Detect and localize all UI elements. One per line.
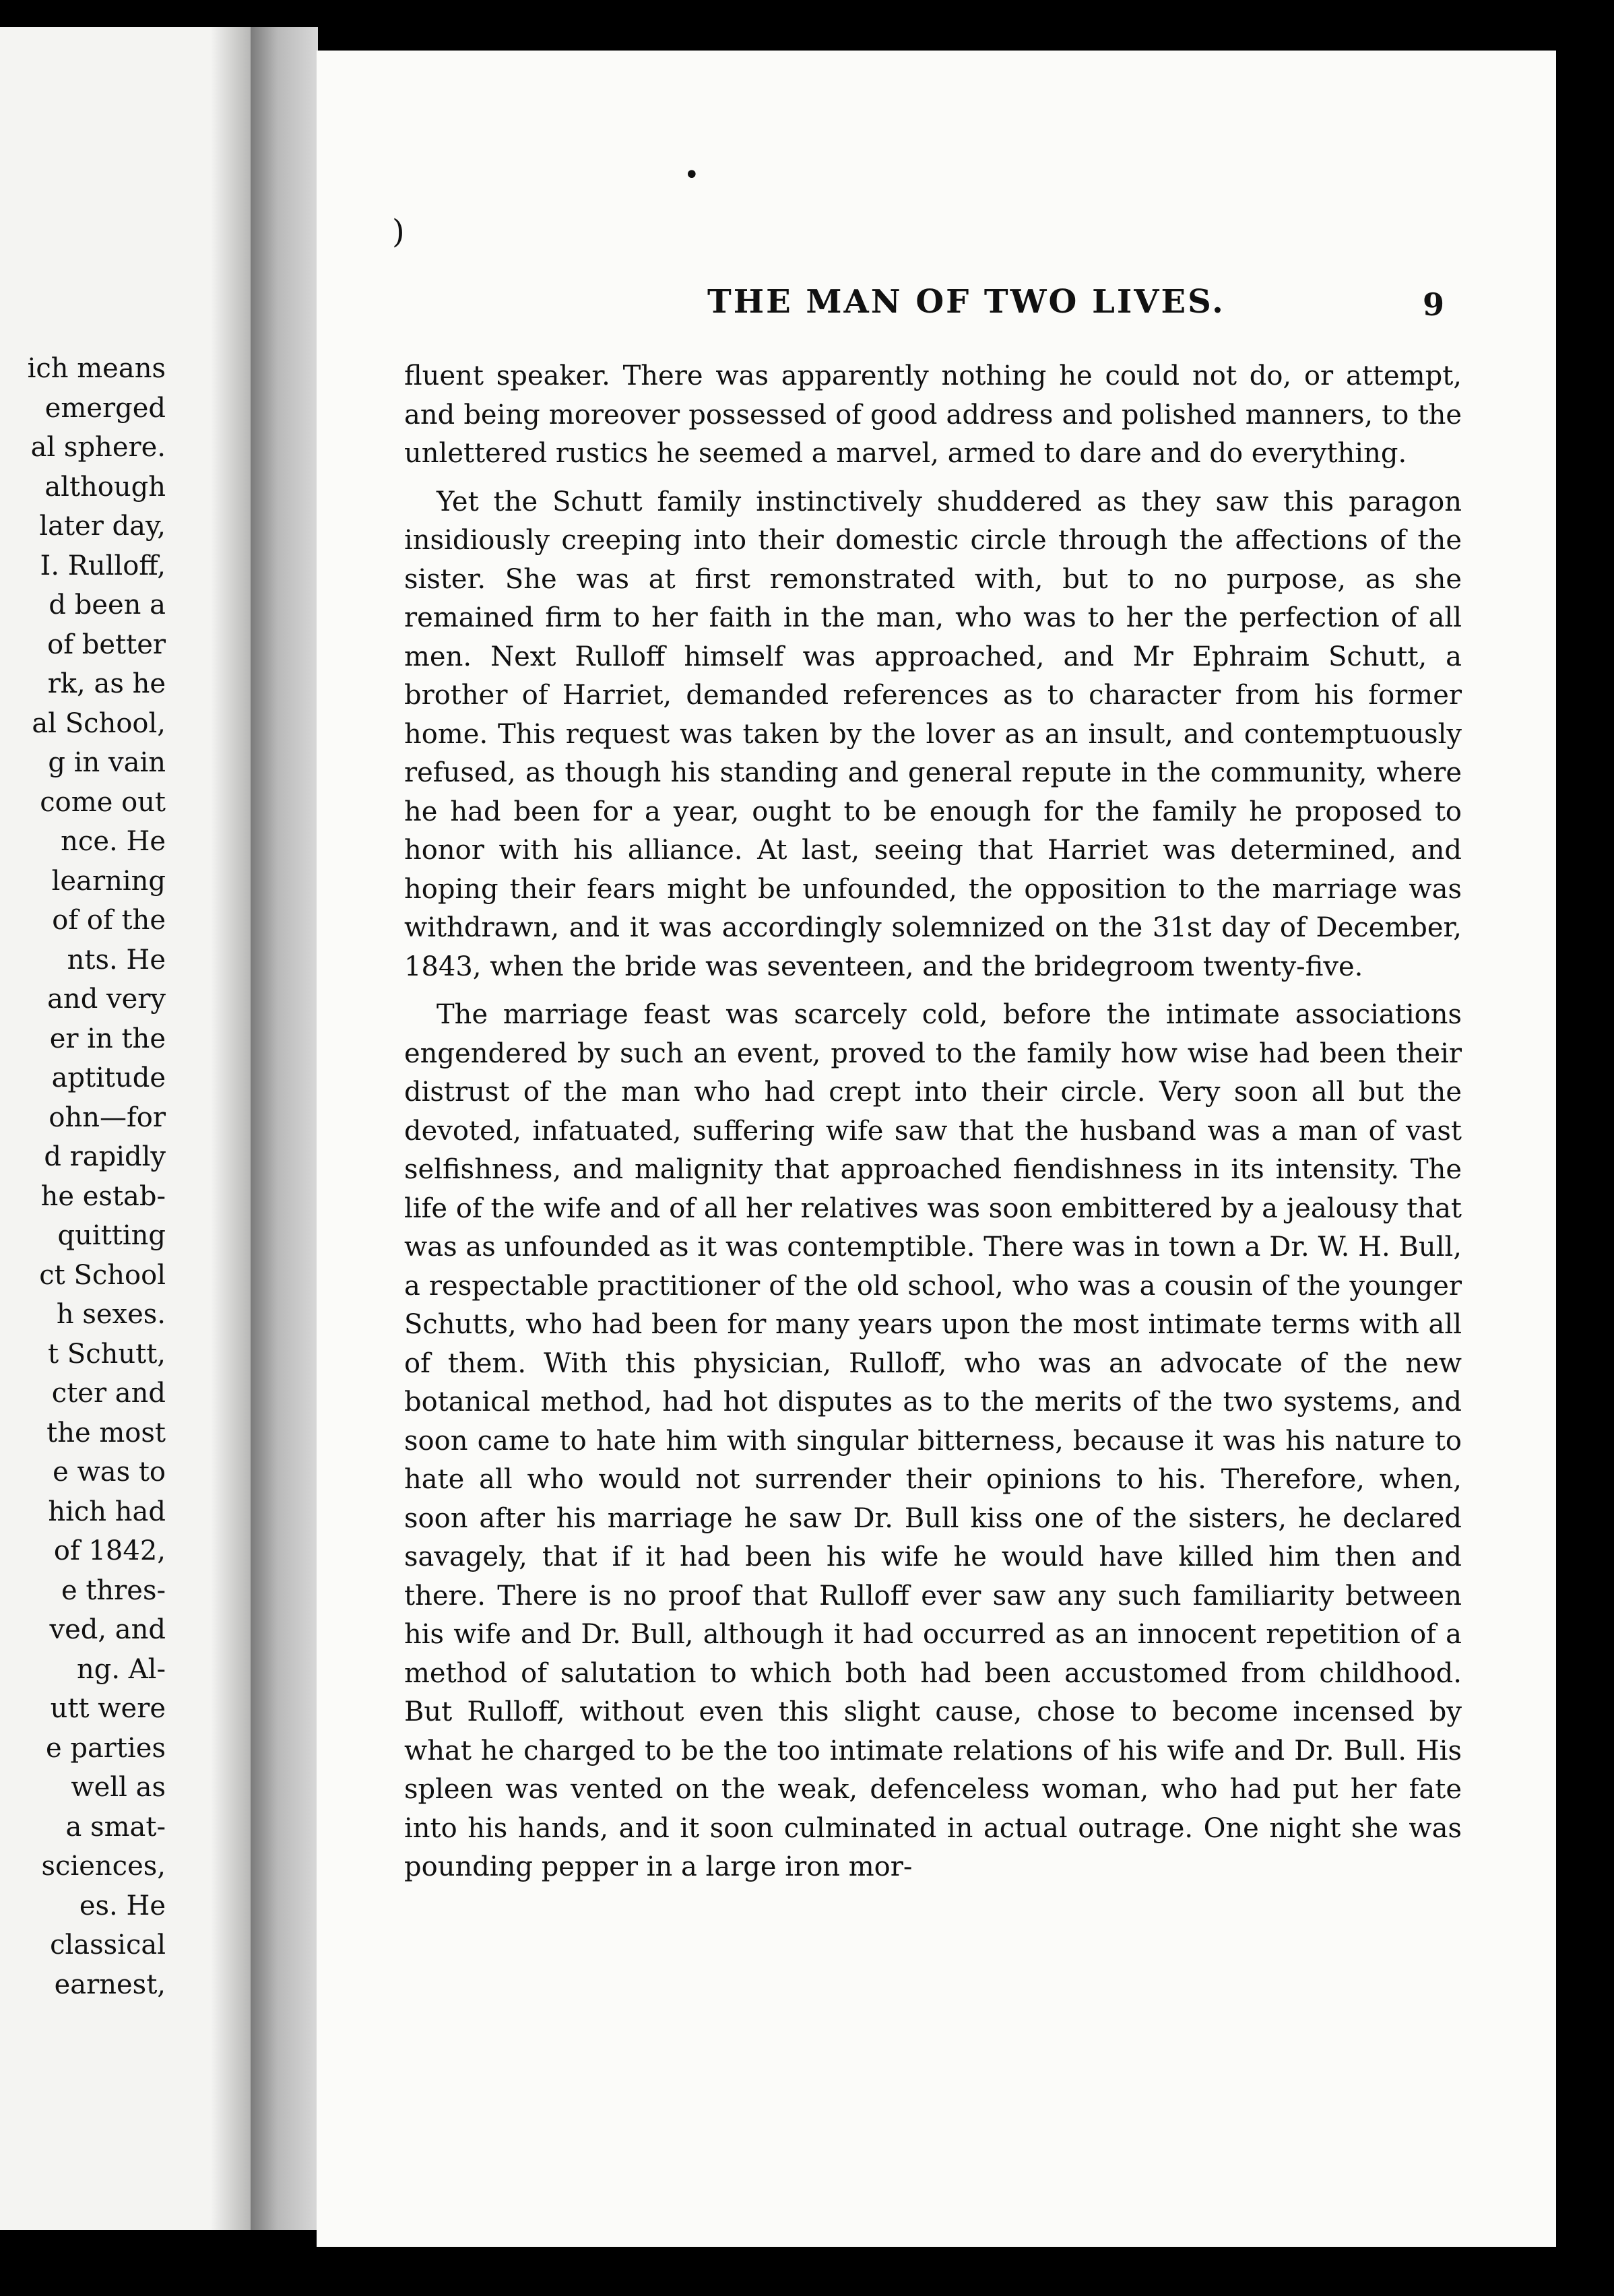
left-page-shadow — [210, 27, 251, 2230]
left-page-line: al School, — [32, 707, 166, 739]
page-number: 9 — [1423, 286, 1445, 323]
left-page-line: although — [44, 471, 166, 503]
left-page-line: earnest, — [54, 1969, 166, 2000]
left-page-line: ct School — [39, 1259, 166, 1291]
left-page-line: ohn—for — [49, 1102, 166, 1133]
left-page-line: nts. He — [67, 944, 166, 976]
left-page-line: hich had — [48, 1496, 166, 1527]
left-page-line: cter and — [51, 1378, 166, 1409]
left-page-line: er in the — [49, 1023, 166, 1054]
scan-border — [1556, 0, 1614, 2296]
left-page-line: t Schutt, — [48, 1338, 166, 1370]
left-page-line: ved, and — [49, 1614, 166, 1645]
left-page-line: of of the — [52, 905, 166, 936]
left-page-line: well as — [71, 1772, 166, 1803]
paragraph-1: fluent speaker. There was apparently nothing he could not do, or attempt, and being moreover possessed of good address and polished manners, to the unlettered rustics he seemed a marvel, armed to dare and do everything. — [404, 360, 1462, 469]
left-page-fragment — [0, 27, 251, 2230]
margin-mark: ) — [392, 213, 405, 251]
left-page-line: quitting — [57, 1220, 166, 1251]
left-page-line: ng. Al- — [77, 1653, 166, 1685]
left-page-line: d rapidly — [44, 1141, 166, 1172]
left-page-line: e was to — [53, 1457, 166, 1488]
body-text — [404, 357, 1462, 1887]
left-page-text — [0, 349, 166, 2004]
left-page-line: come out — [40, 786, 166, 818]
left-page-line: classical — [50, 1930, 166, 1960]
left-page-line: g in vain — [48, 747, 166, 778]
left-page-line: he estab- — [40, 1180, 166, 1212]
left-page-line: of better — [47, 629, 166, 660]
left-page-line: later day, — [39, 511, 166, 542]
left-page-line: h sexes. — [56, 1299, 166, 1330]
left-page-line: e parties — [45, 1732, 166, 1764]
ink-mark: • — [684, 160, 700, 191]
paragraph-3: The marriage feast was scarcely cold, before the intimate associations engendered by such an event, proved to the family how wise had been their distrust of the man who had crept into their circle. Very soon all but the devoted, infatuated, suffering wife saw that the husband was a man of vast selfishness, and malignity that approached fiendishness in its intensity. The life of the wife and of all her relatives was soon embittered by a jealousy that was as unfounded as it was contemptible. There was in town a Dr. W. H. Bull, a respectable practitioner of the old school, who was a cousin of the younger Schutts, who had been for many years upon the most intimate terms with all of them. With this physician, Rulloff, who was an advocate of the new botanical method, had hot disputes as to the merits of the two systems, and soon came to hate him with singular bitterness, because it was his nature to hate all who would not surrender their opinions to his. Therefore, when, soon after his marriage he saw Dr. Bull kiss one of the sisters, he declared savagely, that if it had been his wife he would have killed him then and there. There is no proof that Rulloff ever saw any such familiarity between his wife and Dr. Bull, although it had occurred as an innocent repetition of a method of salutation to which both had been accustomed from childhood. But Rulloff, without even this slight cause, chose to become incensed by what he charged to be the too intimate relations of his wife and Dr. Bull. His spleen was vented on the weak, defenceless woman, who had put her fate into his hands, and it soon culminated in actual outrage. One night she was pounding pepper in a large iron mor- — [404, 999, 1462, 1882]
left-page-line: al sphere. — [30, 432, 166, 463]
left-page-line: e thres- — [61, 1574, 166, 1606]
left-page-line: learning — [51, 865, 166, 897]
right-page — [317, 51, 1556, 2247]
left-page-line: of 1842, — [53, 1535, 166, 1566]
left-page-line: es. He — [79, 1890, 166, 1921]
left-page-line: utt were — [50, 1693, 166, 1724]
left-page-line: the most — [46, 1417, 166, 1448]
left-page-line: emerged — [44, 392, 166, 424]
paragraph-2: Yet the Schutt family instinctively shuddered as they saw this paragon insidiously creeping into their domestic circle through the affections of the sister. She was at first remonstrated with, but to no purpose, as she remained firm to her faith in the man, who was to her the perfection of all men. Next Rulloff himself was approached, and Mr Ephraim Schutt, a brother of Harriet, demanded references as to character from his former home. This request was taken by the lover as an insult, and contemptuously refused, as though his standing and general repute in the community, where he had been for a year, ought to be enough for the family he proposed to honor with his alliance. At last, seeing that Harriet was determined, and hoping their fears might be unfounded, the opposition to the marriage was withdrawn, and it was accordingly solemnized on the 31st day of December, 1843, when the bride was seventeen, and the bridegroom twenty-five. — [404, 486, 1462, 982]
left-page-line: ich means — [27, 353, 166, 384]
left-page-line: a smat- — [65, 1811, 166, 1843]
left-page-line: I. Rulloff, — [40, 550, 166, 581]
left-page-line: nce. He — [61, 826, 166, 857]
left-page-line: aptitude — [51, 1062, 166, 1093]
left-page-line: rk, as he — [47, 668, 166, 699]
running-head: THE MAN OF TWO LIVES. — [707, 283, 1225, 321]
book-gutter — [251, 27, 318, 2230]
left-page-line: sciences, — [41, 1851, 166, 1882]
left-page-line: d been a — [49, 589, 166, 620]
left-page-line: and very — [47, 984, 166, 1015]
